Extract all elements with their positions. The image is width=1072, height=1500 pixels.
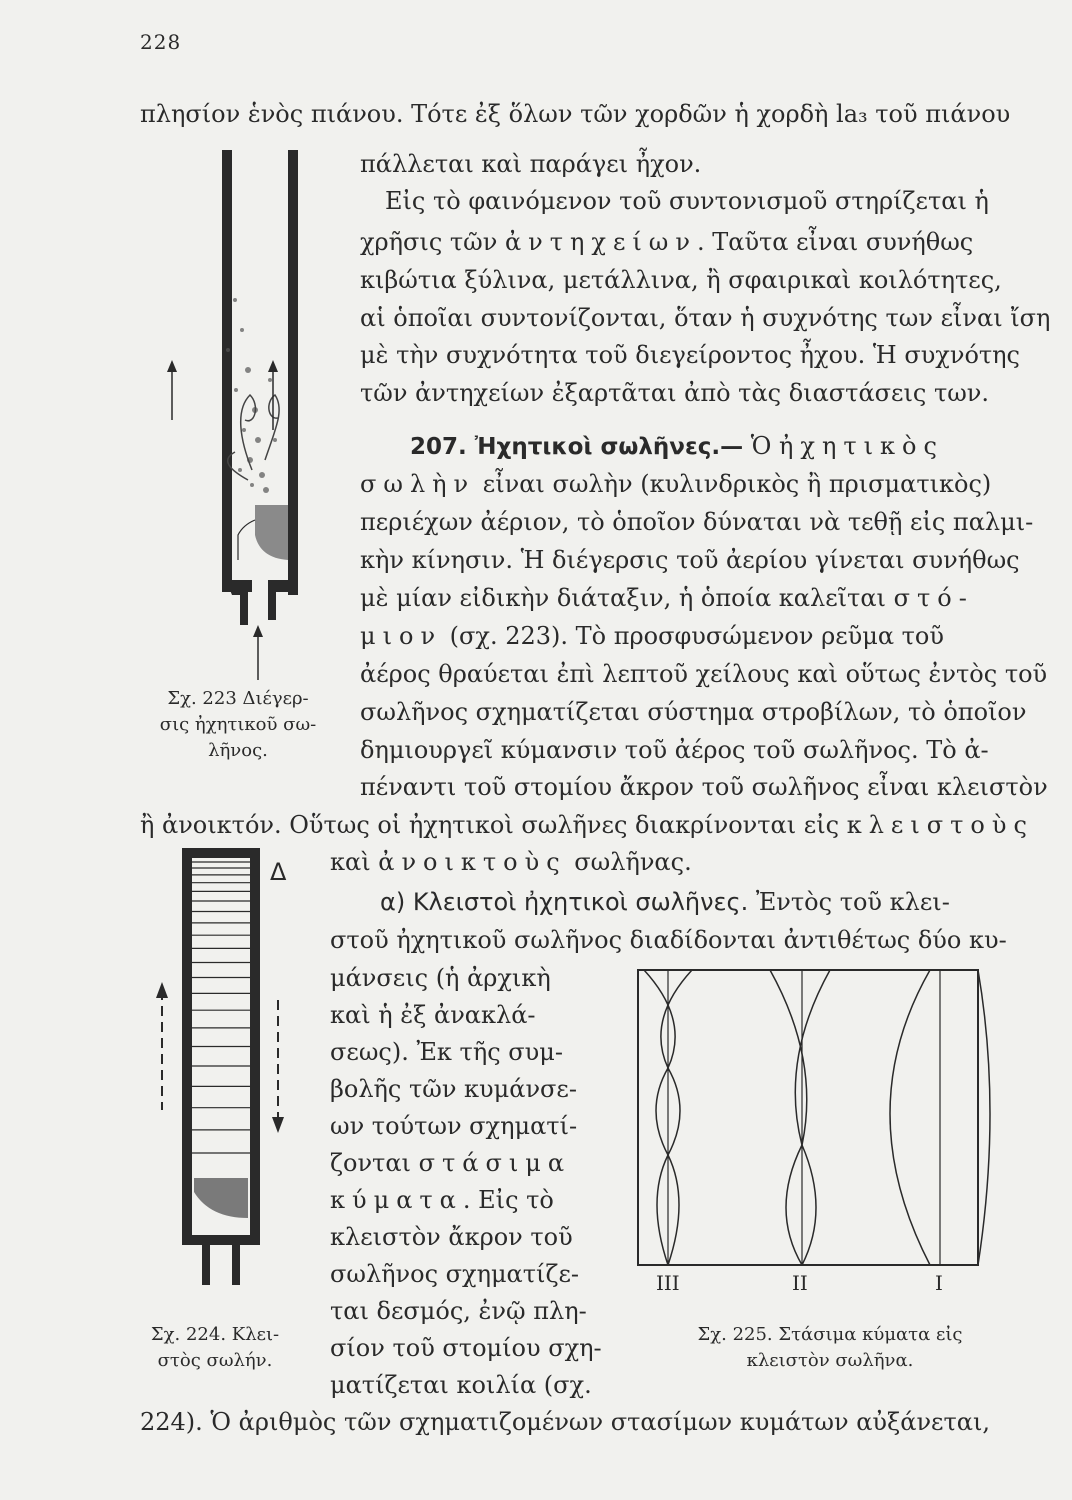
numeral-one: I	[935, 1271, 943, 1295]
text-line: μὲ τὴν συχνότητα τοῦ διεγείροντος ἦχου. Ἡ συχνότης	[360, 341, 1020, 369]
figure-223-caption: Σχ. 223 Διέγερ- σις ἠχητικοῦ σω- λῆνος.	[159, 688, 317, 762]
text-line: καὶ ἡ ἐξ ἀνακλά-	[330, 1001, 536, 1029]
numeral-three: III	[656, 1271, 680, 1295]
text-line: αἱ ὁποῖαι συντονίζονται, ὅταν ἡ συχνότης των εἶναι ἴση	[360, 304, 1051, 332]
section-heading: 207. Ἠχητικοὶ σωλῆνες.—	[410, 434, 744, 460]
text-line: πάλλεται καὶ παράγει ἦχον.	[360, 150, 702, 178]
text-line: περιέχων ἀέριον, τὸ ὁποῖον δύναται νὰ τεθῇ εἰς παλμι-	[360, 508, 1034, 536]
text-line: Εἰς τὸ φαινόμενον τοῦ συντονισμοῦ στηρίζεται ἡ	[385, 187, 989, 215]
text-line: πλησίον ἑνὸς πιάνου. Τότε ἐξ ὅλων τῶν χορδῶν ἡ χορδὴ la₃ τοῦ πιάνου	[140, 100, 1011, 128]
text-line: χρῆσις τῶν ἀντηχείων. Ταῦτα εἶναι συνήθως	[360, 228, 974, 256]
text-line: σεως). Ἐκ τῆς συμ-	[330, 1038, 563, 1066]
figure-224-caption: Σχ. 224. Κλει- στὸς σωλήν.	[150, 1324, 280, 1372]
text-line: μάνσεις (ἡ ἀρχικὴ	[330, 964, 551, 992]
subsection-line: α) Κλειστοὶ ἠχητικοὶ σωλῆνες. Ἐντὸς τοῦ κλει-	[380, 888, 950, 916]
text-line: μιον (σχ. 223). Τὸ προσφυσώμενον ρεῦμα τοῦ	[360, 622, 944, 650]
figure-225	[630, 960, 1010, 1300]
text-line: κύματα. Εἰς τὸ	[330, 1186, 554, 1214]
text-line: σωλῆνος σχηματίζεται σύστημα στροβίλων, τὸ ὁποῖον	[360, 698, 1027, 726]
text-line: δημιουργεῖ κύμανσιν τοῦ ἀέρος τοῦ σωλῆνος. Τὸ ἀ-	[360, 736, 989, 764]
section-heading-line: 207. Ἠχητικοὶ σωλῆνες.— Ὁ ἠχητικὸς	[410, 432, 944, 460]
text-line: σωλὴν εἶναι σωλὴν (κυλινδρικὸς ἢ πρισματικὸς)	[360, 470, 992, 498]
text-line: βολῆς τῶν κυμάνσε-	[330, 1075, 577, 1103]
figure-225-caption: Σχ. 225. Στάσιμα κύματα εἰς κλειστὸν σωλῆνα.	[697, 1324, 963, 1372]
text-line: κὴν κίνησιν. Ἡ διέγερσις τοῦ ἀερίου γίνεται συνήθως	[360, 546, 1020, 574]
subsection-heading: α) Κλειστοὶ ἠχητικοὶ σωλῆνες.	[380, 888, 749, 916]
text-line: κλειστὸν ἄκρον τοῦ	[330, 1223, 573, 1251]
text-line: σωλῆνος σχηματίζε-	[330, 1260, 579, 1288]
text-line: ἢ ἀνοικτόν. Οὕτως οἱ ἠχητικοὶ σωλῆνες διακρίνονται εἰς κλειστοὺς	[140, 811, 1034, 839]
text-line: ζονται στάσιμα	[330, 1149, 572, 1177]
text-line: στοῦ ἠχητικοῦ σωλῆνος διαδίδονται ἀντιθέτως δύο κυ-	[330, 926, 1007, 954]
numeral-two: II	[792, 1271, 808, 1295]
text-line: μὲ μίαν εἰδικὴν διάταξιν, ἡ ὁποία καλεῖται στό-	[360, 584, 974, 612]
text-line: ἀέρος θραύεται ἐπὶ λεπτοῦ χείλους καὶ οὕτως ἐντὸς τοῦ	[360, 660, 1048, 688]
text-line: ων τούτων σχηματί-	[330, 1112, 578, 1140]
page-number: 228	[140, 30, 182, 54]
text-line: τῶν ἀντηχείων ἐξαρτᾶται ἀπὸ τὰς διαστάσεις των.	[360, 379, 990, 407]
text-line: ται δεσμός, ἐνῷ πλη-	[330, 1297, 587, 1325]
text-line: σίον τοῦ στομίου σχη-	[330, 1334, 602, 1362]
delta-label: Δ	[270, 858, 287, 886]
text-line: ματίζεται κοιλία (σχ.	[330, 1371, 592, 1399]
text-line: 224). Ὁ ἀριθμὸς τῶν σχηματιζομένων στασίμων κυμάτων αὐξάνεται,	[140, 1408, 990, 1436]
text-line: καὶ ἀνοικτοὺς σωλῆνας.	[330, 848, 692, 876]
text-line: κιβώτια ξύλινα, μετάλλινα, ἢ σφαιρικαὶ κοιλότητες,	[360, 266, 1002, 294]
text-line: πέναντι τοῦ στομίου ἄκρον τοῦ σωλῆνος εἶναι κλειστὸν	[360, 773, 1048, 801]
figure-224	[150, 840, 320, 1320]
figure-223	[140, 140, 340, 680]
